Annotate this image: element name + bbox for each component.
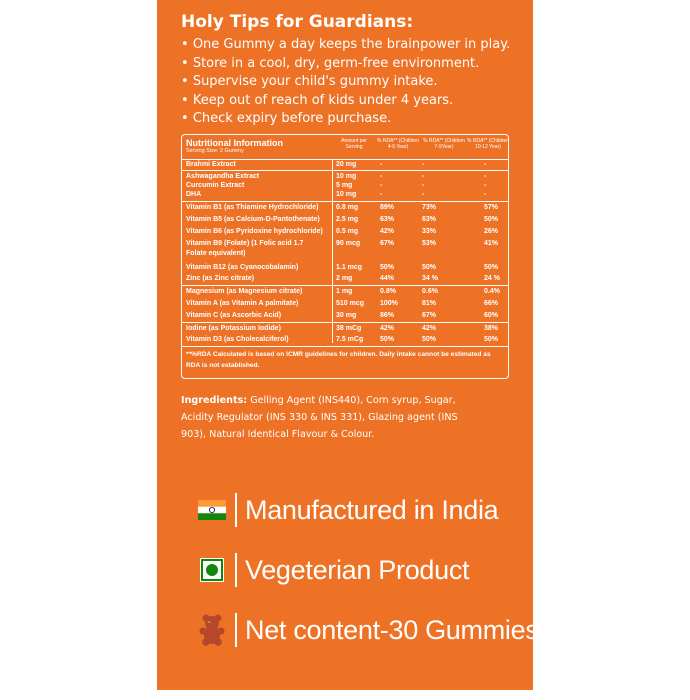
rda1-header: % RDA** (Children 4-6 Year)	[377, 138, 419, 150]
row-divider	[182, 170, 508, 171]
table-cell: -	[422, 182, 425, 189]
table-cell: 0.4%	[484, 288, 500, 295]
table-cell: 42%	[422, 325, 437, 332]
table-cell: 67%	[380, 240, 395, 247]
table-cell: 0.6%	[422, 288, 438, 295]
feature-text: Net content-30 Gummies	[245, 614, 539, 645]
table-cell: -	[422, 161, 425, 168]
table-cell: 0.5 mg	[336, 228, 359, 235]
serving-size: Serving Size: 2 Gummy	[186, 148, 244, 154]
table-cell: Brahmi Extract	[186, 161, 236, 168]
table-cell: 50%	[422, 336, 437, 343]
row-divider	[182, 322, 508, 323]
table-cell: -	[484, 173, 487, 180]
table-cell: 66%	[484, 300, 499, 307]
nutrition-table	[181, 134, 509, 379]
table-cell: 50%	[422, 264, 437, 271]
table-cell: 0.8%	[380, 288, 396, 295]
ingredients-label: Ingredients:	[181, 395, 248, 406]
table-cell: 5 mg	[336, 182, 353, 189]
amount-header: Amount per Serving	[341, 138, 367, 150]
tip-item: • Keep out of reach of kids under 4 years.	[181, 92, 510, 111]
table-cell: Ashwagandha Extract	[186, 173, 260, 180]
product-info-panel	[157, 0, 539, 690]
table-cell: 90 mcg	[336, 240, 361, 247]
ingredients-text: Gelling Agent (INS440), Corn syrup, Sugar, Acidity Regulator (INS 330 & INS 331), Glazing agent (INS 903), Natural Identical Flavour & Colour.	[181, 395, 458, 440]
gummy-bear-icon	[197, 615, 227, 645]
tip-item: • One Gummy a day keeps the brainpower in play.	[181, 36, 510, 55]
feature-net-content	[197, 610, 539, 650]
table-cell: Vitamin B9 (Folate) (1 Folic acid 1.7	[186, 240, 304, 247]
table-cell: 89%	[380, 204, 395, 211]
feature-vegetarian	[197, 550, 469, 590]
row-divider	[182, 201, 508, 202]
table-cell: 81%	[422, 300, 437, 307]
rda3-header: % RDA** (Children 10-12 Year)	[467, 138, 509, 150]
table-cell: 38%	[484, 325, 499, 332]
table-cell: -	[380, 191, 383, 198]
table-cell: 7.5 mCg	[336, 336, 364, 343]
table-cell: -	[484, 161, 487, 168]
table-cell: -	[380, 173, 383, 180]
row-divider	[182, 346, 508, 347]
tips-title: Holy Tips for Guardians:	[181, 12, 414, 32]
table-cell: 0.8 mg	[336, 204, 359, 211]
table-cell: 50%	[484, 216, 499, 223]
table-cell: 63%	[422, 216, 437, 223]
feature-divider	[235, 553, 237, 587]
table-cell: 10 mg	[336, 173, 357, 180]
table-cell: Vitamin B6 (as Pyridoxine hydrochloride)	[186, 228, 323, 235]
table-cell: 34 %	[422, 275, 438, 282]
ingredients	[181, 392, 481, 443]
table-cell: Vitamin D3 (as Cholecalciferol)	[186, 336, 289, 343]
table-cell: Magnesium (as Magnesium citrate)	[186, 288, 303, 295]
table-cell: 67%	[422, 312, 437, 319]
feature-divider	[235, 613, 237, 647]
tip-item: • Check expiry before purchase.	[181, 110, 510, 129]
table-cell: 50%	[484, 336, 499, 343]
table-cell: Vitamin B5 (as Calcium-D-Pantothenate)	[186, 216, 320, 223]
feature-divider	[235, 493, 237, 527]
table-cell: 2.5 mg	[336, 216, 359, 223]
table-cell: 1.1 mcg	[336, 264, 363, 271]
table-cell: 10 mg	[336, 191, 357, 198]
table-cell: 63%	[380, 216, 395, 223]
table-cell: Folate equivalent)	[186, 250, 246, 257]
tips-list	[181, 36, 510, 129]
rda2-header: % RDA** (Children 7-9Year)	[423, 138, 465, 150]
feature-text: Manufactured in India	[245, 494, 499, 525]
table-cell: Vitamin A (as Vitamin A palmitate)	[186, 300, 299, 307]
nutrition-header	[182, 135, 508, 160]
table-cell: -	[484, 182, 487, 189]
india-flag-icon	[197, 495, 227, 525]
table-cell: 33%	[422, 228, 437, 235]
table-cell: 100%	[380, 300, 398, 307]
table-cell: 53%	[422, 240, 437, 247]
tip-item: • Supervise your child's gummy intake.	[181, 73, 510, 92]
table-cell: 57%	[484, 204, 499, 211]
vegetarian-symbol-icon	[197, 555, 227, 585]
table-cell: -	[484, 191, 487, 198]
table-cell: -	[422, 173, 425, 180]
rda-footnote: **%RDA Calculated is based on ICMR guidelines for children. Daily intake cannot be estimated as RDA is not established.	[186, 351, 491, 369]
table-cell: 20 mg	[336, 161, 357, 168]
table-cell: 50%	[380, 264, 395, 271]
table-cell: Vitamin B12 (as Cyanocobalamin)	[186, 264, 299, 271]
table-cell: 42%	[380, 325, 395, 332]
table-cell: 510 mcg	[336, 300, 365, 307]
table-cell: 41%	[484, 240, 499, 247]
table-cell: 2 mg	[336, 275, 353, 282]
feature-made-in-india	[197, 490, 498, 530]
table-cell: DHA	[186, 191, 202, 198]
table-cell: Iodine (as Potassium Iodide)	[186, 325, 281, 332]
table-cell: 42%	[380, 228, 395, 235]
feature-text: Vegeterian Product	[245, 554, 470, 585]
table-cell: 26%	[484, 228, 499, 235]
table-cell: 44%	[380, 275, 395, 282]
table-cell: 50%	[484, 264, 499, 271]
table-cell: 30 mg	[336, 312, 357, 319]
row-divider	[182, 285, 508, 286]
table-cell: -	[422, 191, 425, 198]
table-cell: -	[380, 182, 383, 189]
table-cell: 38 mCg	[336, 325, 362, 332]
table-cell: 86%	[380, 312, 395, 319]
table-cell: 50%	[380, 336, 395, 343]
column-divider	[332, 159, 333, 343]
tip-item: • Store in a cool, dry, germ-free environment.	[181, 55, 510, 74]
table-cell: -	[380, 161, 383, 168]
table-cell: Vitamin C (as Ascorbic Acid)	[186, 312, 282, 319]
table-cell: 73%	[422, 204, 437, 211]
table-cell: Vitamin B1 (as Thiamine Hydrochloride)	[186, 204, 319, 211]
table-cell: 24 %	[484, 275, 500, 282]
table-cell: Zinc (as Zinc citrate)	[186, 275, 255, 282]
table-cell: Curcumin Extract	[186, 182, 245, 189]
table-cell: 1 mg	[336, 288, 353, 295]
nutrition-title: Nutritional Information	[186, 138, 283, 148]
table-cell: 60%	[484, 312, 499, 319]
